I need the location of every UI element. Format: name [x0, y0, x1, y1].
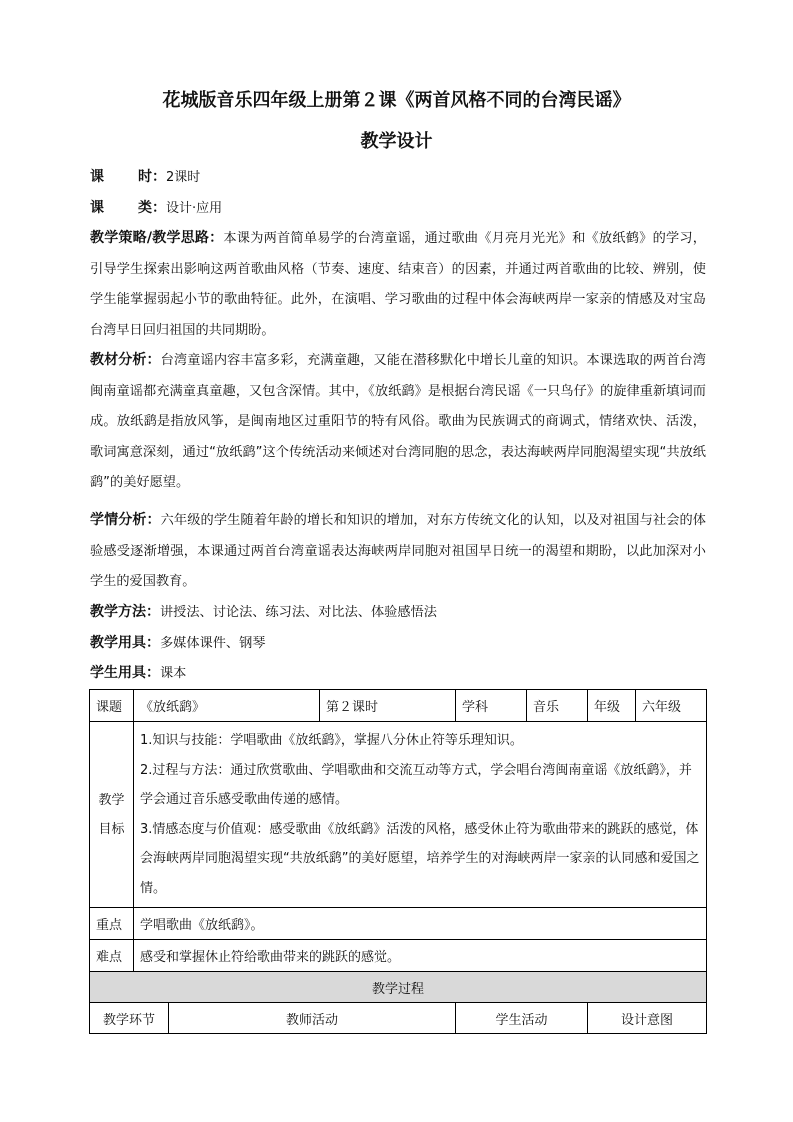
grade-label-cell: 年级: [588, 690, 636, 722]
lesson-type-label: 课: [90, 200, 104, 216]
goal-knowledge: 1.知识与技能：学唱歌曲《放纸鹞》，掌握八分休止符等乐理知识。: [140, 733, 523, 748]
class-hours-value: 2课时: [166, 170, 201, 185]
table-row: [90, 1003, 707, 1034]
table-row: [90, 908, 707, 940]
topic-value-cell: 《放纸鹞》: [134, 690, 320, 722]
col-student-header: 学生活动: [456, 1003, 588, 1034]
lesson-type-line: [90, 197, 222, 217]
table-row: [90, 722, 707, 908]
goal-process: 2.过程与方法：通过欣赏歌曲、学唱歌曲和交流互动等方式，学会唱台湾闽南童谣《放纸鹞》，并学会通过音乐感受歌曲传递的感情。: [140, 762, 692, 807]
goal-emotion: 3.情感态度与价值观：感受歌曲《放纸鹞》活泼的风格，感受休止符为歌曲带来的跳跃的感觉，体会海峡两岸同胞渴望实现“共放纸鹞”的美好愿望，培养学生的对海峡两岸一家亲的认同感和爱国之情。: [140, 821, 700, 896]
methods-text: 讲授法、讨论法、练习法、对比法、体验感悟法: [160, 605, 437, 620]
class-hours-line: [90, 166, 200, 186]
topic-label-cell: 课题: [90, 690, 134, 722]
student-tools-label: 学生用具：: [90, 665, 160, 681]
table-row: [90, 940, 707, 972]
methods-label: 教学方法：: [90, 604, 160, 620]
class-hours-label-2: 时：: [138, 169, 166, 185]
lesson-type-value: 设计·应用: [166, 201, 223, 216]
student-analysis-section: [90, 505, 706, 598]
material-analysis-label: 教材分析：: [90, 352, 161, 368]
table-row: [90, 690, 707, 722]
strategy-text: 本课为两首简单易学的台湾童谣，通过歌曲《月亮月光光》和《放纸鹤》的学习，引导学生探索出影响这两首歌曲风格（节奏、速度、结束音）的因素，并通过两首歌曲的比较、辨别，使学生能掌握弱起小节的歌曲特征。此外，在演唱、学习歌曲的过程中体会海峡两岸一家亲的情感及对宝岛台湾早日回归祖国的共同期盼。: [90, 231, 706, 338]
student-tools-text: 课本: [160, 666, 187, 681]
lesson-hour-cell: 第２课时: [320, 690, 456, 722]
strategy-label: 教学策略/教学思路：: [90, 230, 224, 246]
teaching-tools-label: 教学用具：: [90, 635, 160, 651]
lesson-type-label-2: 类：: [138, 200, 166, 216]
class-hours-label: 课: [90, 169, 104, 185]
difficulty-label-cell: 难点: [90, 940, 134, 972]
teaching-tools-text: 多媒体课件、钢琴: [160, 636, 266, 651]
strategy-section: [90, 223, 706, 346]
col-teacher-header: 教师活动: [169, 1003, 456, 1034]
subject-label-cell: 学科: [456, 690, 527, 722]
material-analysis-text: 台湾童谣内容丰富多彩，充满童趣，又能在潜移默化中增长儿童的知识。本课选取的两首台湾闽南童谣都充满童真童趣，又包含深情。其中，《放纸鹞》是根据台湾民谣《一只鸟仔》的旋律重新填词而成。放纸鹞是指放风筝，是闽南地区过重阳节的特有风俗。歌曲为民族调式的商调式，情绪欢快、活泼，歌词寓意深刻，通过“放纸鹞”这个传统活动来倾述对台湾同胞的思念，表达海峡两岸同胞渴望实现“共放纸鹞”的美好愿望。: [90, 353, 706, 490]
col-intent-header: 设计意图: [588, 1003, 707, 1034]
student-analysis-label: 学情分析：: [90, 512, 161, 528]
goals-label-line-1: 教学: [98, 792, 125, 808]
goals-label-cell: [90, 722, 134, 908]
process-header-cell: 教学过程: [90, 972, 707, 1003]
methods-section: [90, 597, 706, 629]
document-subtitle: 教学设计: [360, 131, 433, 152]
student-analysis-text: 六年级的学生随着年龄的增长和知识的增加，对东方传统文化的认知，以及对祖国与社会的体验感受逐渐增强，本课通过两首台湾童谣表达海峡两岸同胞对祖国早日统一的渴望和期盼，以此加深对小学生的爱国教育。: [90, 513, 706, 589]
grade-value-cell: 六年级: [636, 690, 707, 722]
key-point-label-cell: 重点: [90, 908, 134, 940]
lesson-plan-table: [89, 689, 707, 1034]
difficulty-value-cell: 感受和掌握休止符给歌曲带来的跳跃的感觉。: [134, 940, 707, 972]
material-analysis-section: [90, 345, 706, 499]
goals-content-cell: [134, 722, 707, 908]
student-tools-section: [90, 658, 706, 690]
key-point-value-cell: 学唱歌曲《放纸鹞》。: [134, 908, 707, 940]
subject-value-cell: 音乐: [527, 690, 588, 722]
goals-label-line-2: 目标: [98, 821, 125, 837]
col-stage-header: 教学环节: [90, 1003, 169, 1034]
document-title: 花城版音乐四年级上册第２课《两首风格不同的台湾民谣》: [162, 90, 631, 111]
table-row: [90, 972, 707, 1003]
teaching-tools-section: [90, 628, 706, 660]
